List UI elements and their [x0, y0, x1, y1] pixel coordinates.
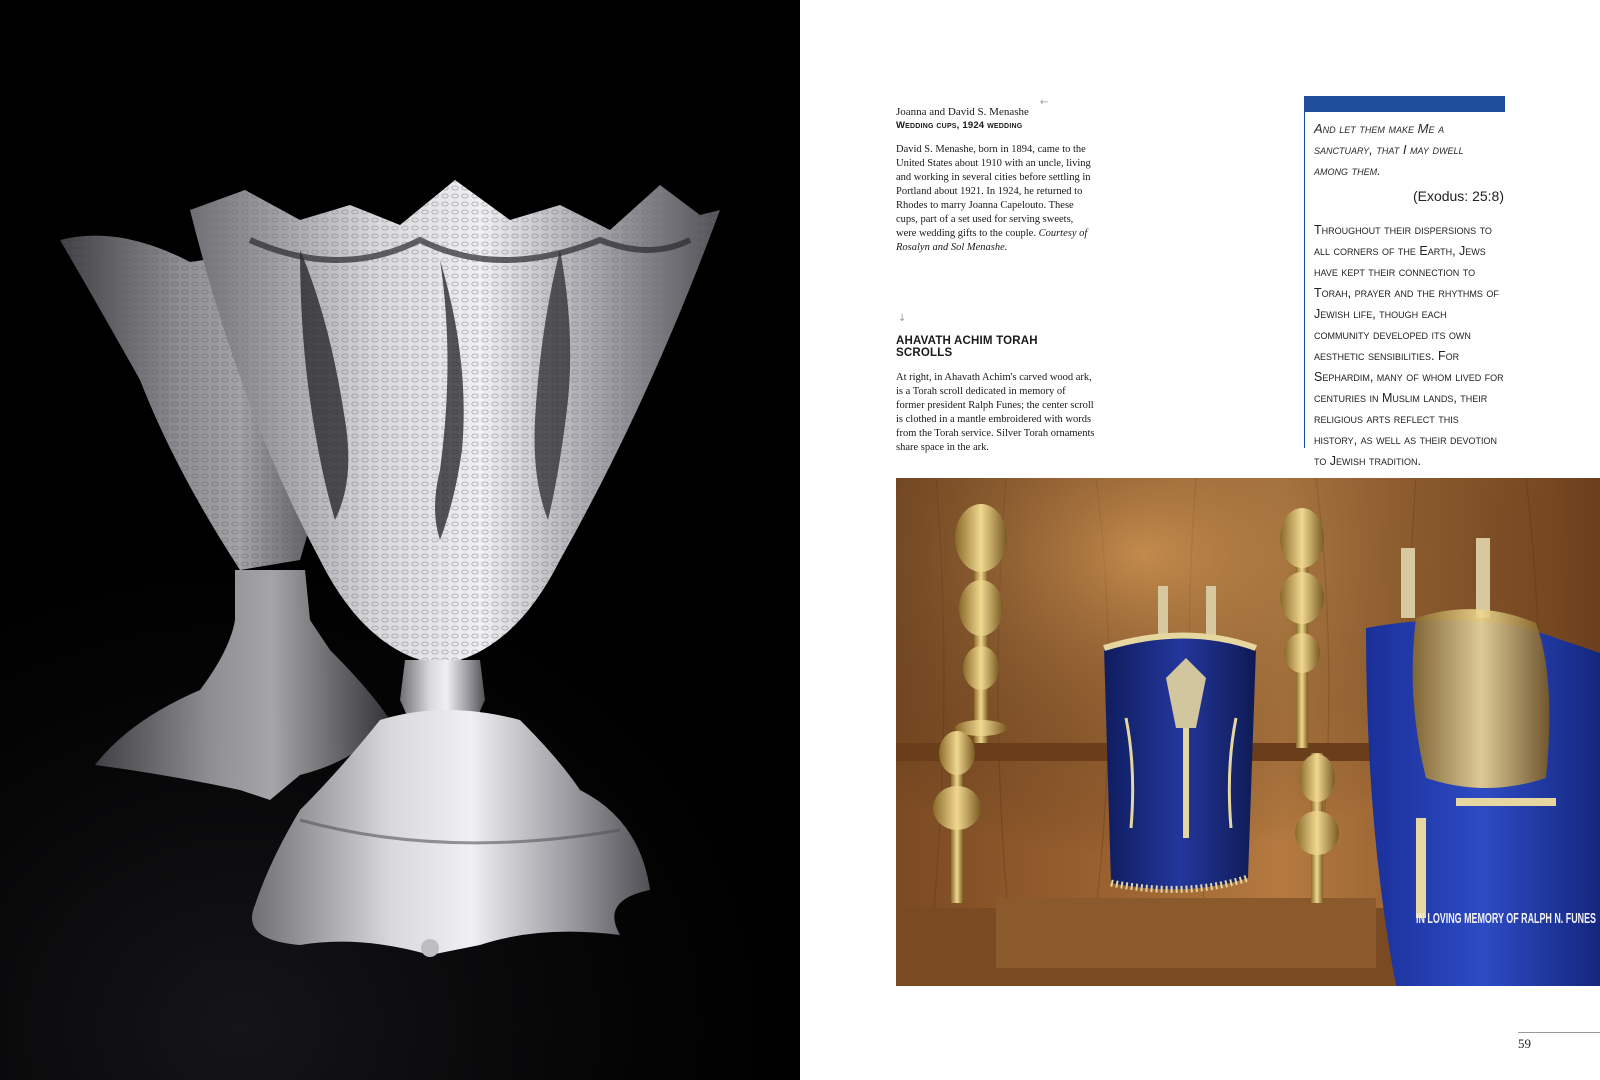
quote-sidebar — [1304, 96, 1504, 468]
wedding-cups-caption — [896, 105, 1096, 255]
caption-credit: Courtesy of Rosalyn and Sol Menashe. — [896, 228, 1088, 253]
mantle-dedication-text: IN LOVING MEMORY OF RALPH N. FUNES — [1416, 910, 1596, 927]
scripture-reference: (Exodus: 25:8) — [1412, 188, 1504, 204]
footer-rule — [1518, 1032, 1600, 1033]
torah-ark-photo — [896, 478, 1600, 986]
quote-accent-bar — [1304, 96, 1505, 112]
sidebar-essay: Throughout their dispersions to all corners of the Earth, Jews have kept their connection to Torah, prayer and the rhythms of Jewish life, though each community developed its own aesthetic sensibilities. For Sephardim, many of whom lived for centuries in Muslim lands, their religious arts reflect this history, as well as their devotion to Jewish tradition. — [1314, 223, 1504, 468]
caption-body-text: David S. Menashe, born in 1894, came to the United States about 1910 with an uncle, living and working in several cities before settling in Portland about 1921. In 1924, he returned to Rhodes to marry Joanna Capelouto. These cups, part of a set used for serving sweets, were wedding gifts to the couple. — [896, 144, 1091, 239]
caption-body — [896, 143, 1096, 255]
torah-scrolls-heading: AHAVATH ACHIM TORAH SCROLLS — [896, 335, 1038, 359]
caption-item-title: Wedding cups, 1924 wedding — [896, 120, 1023, 131]
down-arrow-icon: ↓ — [898, 313, 907, 324]
torah-scrolls-caption — [896, 335, 1096, 455]
scripture-quote: And let them make Me a sanctuary, that I may dwell among them. — [1314, 121, 1464, 178]
torah-ark-illustration — [896, 478, 1600, 986]
caption-owner: Joanna and David S. Menashe — [896, 106, 1029, 118]
left-arrow-icon: ← — [1040, 97, 1049, 108]
page-number: 59 — [1518, 1036, 1531, 1051]
front-cup — [190, 180, 720, 957]
torah-scrolls-body: At right, in Ahavath Achim's carved wood ark, is a Torah scroll dedicated in memory of former president Ralph Funes; the center scroll is clothed in a mantle embroidered with words from the Torah service. Silver Torah ornaments share space in the ark. — [896, 372, 1095, 453]
